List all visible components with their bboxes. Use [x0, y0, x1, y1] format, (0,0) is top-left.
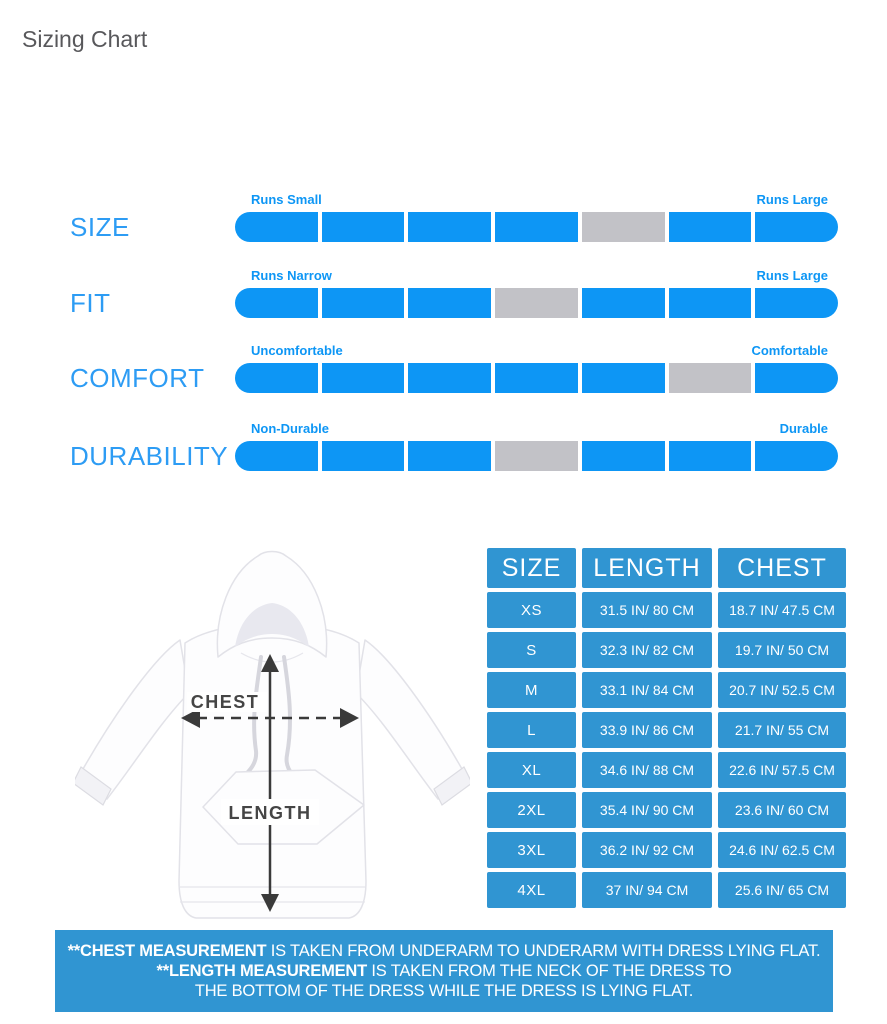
length-measurement-note-line1: **LENGTH MEASUREMENT IS TAKEN FROM THE NECK OF THE DRESS TO: [156, 961, 732, 980]
rating-segment: [582, 441, 665, 471]
rating-scale-labels-comfort: [235, 342, 838, 358]
rating-min-label: Non-Durable: [251, 421, 329, 436]
right-sleeve: [356, 640, 466, 799]
table-cell: 31.5 IN/ 80 CM: [582, 592, 712, 628]
table-cell: 33.9 IN/ 86 CM: [582, 712, 712, 748]
rating-scale-labels-durability: [235, 420, 838, 436]
table-header-length: LENGTH: [582, 548, 712, 588]
rating-label-size: SIZE: [70, 212, 130, 242]
rating-min-label: Uncomfortable: [251, 343, 343, 358]
rating-marker-segment: [669, 363, 752, 393]
table-header-chest: CHEST: [718, 548, 846, 588]
rating-max-label: Comfortable: [751, 343, 828, 358]
rating-segment: [669, 212, 752, 242]
table-cell: 4XL: [487, 872, 576, 908]
rating-segment: [235, 288, 318, 318]
table-cell: S: [487, 632, 576, 668]
rating-segment: [322, 441, 405, 471]
table-cell: XS: [487, 592, 576, 628]
rating-scale-labels-size: [235, 191, 838, 207]
rating-max-label: Runs Large: [756, 268, 828, 283]
length-measurement-note-line2: THE BOTTOM OF THE DRESS WHILE THE DRESS IS LYING FLAT.: [194, 982, 694, 1001]
table-cell: 2XL: [487, 792, 576, 828]
rating-segment: [669, 441, 752, 471]
rating-label-comfort: COMFORT: [70, 363, 205, 393]
measurement-note: [55, 930, 833, 1012]
table-header-size: SIZE: [487, 548, 576, 588]
rating-min-label: Runs Small: [251, 192, 322, 207]
table-cell: 32.3 IN/ 82 CM: [582, 632, 712, 668]
table-cell: 37 IN/ 94 CM: [582, 872, 712, 908]
rating-label-fit: FIT: [70, 288, 111, 318]
table-cell: XL: [487, 752, 576, 788]
table-cell: 3XL: [487, 832, 576, 868]
table-cell: 34.6 IN/ 88 CM: [582, 752, 712, 788]
chest-label: CHEST: [190, 692, 260, 712]
table-cell: 19.7 IN/ 50 CM: [718, 632, 846, 668]
rating-segment: [235, 212, 318, 242]
rating-bar-durability: [235, 441, 838, 471]
table-cell: 33.1 IN/ 84 CM: [582, 672, 712, 708]
rating-segment: [582, 288, 665, 318]
rating-bar-size: [235, 212, 838, 242]
rating-segment: [755, 363, 838, 393]
rating-segment: [322, 288, 405, 318]
rating-segment: [322, 212, 405, 242]
table-cell: L: [487, 712, 576, 748]
hoodie-measurement-diagram: [75, 545, 470, 935]
rating-segment: [755, 441, 838, 471]
chest-measurement-note: **CHEST MEASUREMENT IS TAKEN FROM UNDERARM TO UNDERARM WITH DRESS LYING FLAT.: [67, 941, 821, 960]
rating-bar-fit: [235, 288, 838, 318]
table-cell: 25.6 IN/ 65 CM: [718, 872, 846, 908]
table-cell: 18.7 IN/ 47.5 CM: [718, 592, 846, 628]
left-sleeve: [79, 640, 189, 799]
rating-segment: [495, 212, 578, 242]
rating-max-label: Runs Large: [756, 192, 828, 207]
table-cell: 35.4 IN/ 90 CM: [582, 792, 712, 828]
rating-segment: [235, 363, 318, 393]
rating-segment: [755, 288, 838, 318]
rating-label-durability: DURABILITY: [70, 441, 229, 471]
size-table: [487, 548, 846, 908]
table-cell: 21.7 IN/ 55 CM: [718, 712, 846, 748]
rating-max-label: Durable: [779, 421, 828, 436]
length-label: LENGTH: [228, 803, 312, 823]
rating-marker-segment: [495, 288, 578, 318]
rating-marker-segment: [495, 441, 578, 471]
page-title: Sizing Chart: [22, 26, 148, 52]
rating-marker-segment: [582, 212, 665, 242]
hoodie-illustration: [75, 545, 470, 935]
rating-segment: [322, 363, 405, 393]
table-cell: 22.6 IN/ 57.5 CM: [718, 752, 846, 788]
table-cell: 24.6 IN/ 62.5 CM: [718, 832, 846, 868]
rating-min-label: Runs Narrow: [251, 268, 332, 283]
rating-segment: [755, 212, 838, 242]
rating-segment: [408, 212, 491, 242]
rating-scale-labels-fit: [235, 267, 838, 283]
table-cell: 20.7 IN/ 52.5 CM: [718, 672, 846, 708]
rating-segment: [669, 288, 752, 318]
rating-segment: [235, 441, 318, 471]
table-cell: 36.2 IN/ 92 CM: [582, 832, 712, 868]
rating-segment: [582, 363, 665, 393]
rating-segment: [408, 363, 491, 393]
rating-segment: [408, 288, 491, 318]
table-cell: 23.6 IN/ 60 CM: [718, 792, 846, 828]
rating-segment: [495, 363, 578, 393]
rating-bar-comfort: [235, 363, 838, 393]
table-cell: M: [487, 672, 576, 708]
rating-segment: [408, 441, 491, 471]
